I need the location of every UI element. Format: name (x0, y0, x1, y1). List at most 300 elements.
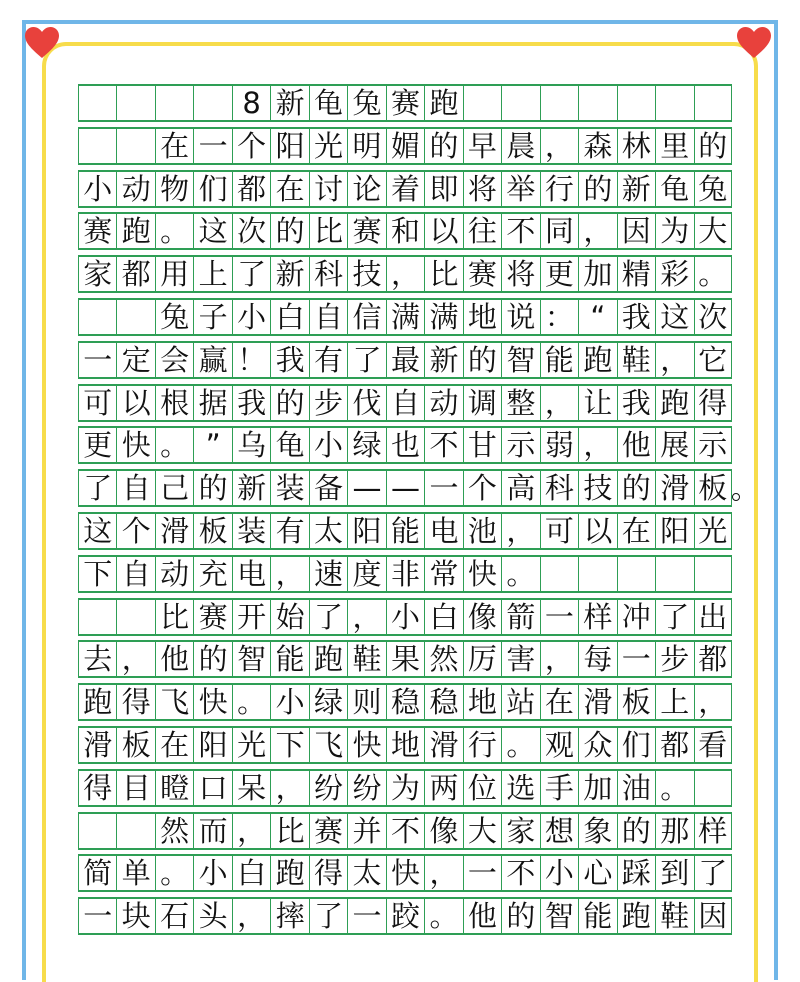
grid-cell: 板 (116, 728, 154, 762)
grid-cell: 到 (655, 856, 693, 890)
grid-cell: ， (232, 814, 270, 848)
grid-cell: 小 (540, 856, 578, 890)
grid-cell: 乌 (232, 428, 270, 462)
grid-cell: 大 (694, 214, 732, 248)
text-row (78, 512, 732, 550)
grid-cell: 科 (309, 257, 347, 291)
grid-cell: 赛 (78, 214, 116, 248)
grid-cell: 举 (501, 172, 539, 206)
grid-cell: 动 (155, 557, 193, 591)
grid-cell: 在 (270, 172, 308, 206)
grid-cell: 板 (694, 471, 732, 505)
grid-cell (694, 557, 732, 591)
grid-cell: 林 (617, 129, 655, 163)
grid-cell: 看 (694, 728, 732, 762)
grid-cell: 手 (540, 771, 578, 805)
grid-cell: 鞋 (347, 642, 385, 676)
grid-cell (116, 86, 154, 120)
grid-cell: 讨 (309, 172, 347, 206)
grid-cell: 他 (617, 428, 655, 462)
grid-cell: 始 (270, 600, 308, 634)
grid-cell: 和 (386, 214, 424, 248)
grid-cell: 石 (155, 899, 193, 933)
grid-cell: 的 (270, 386, 308, 420)
grid-cell: 龟 (655, 172, 693, 206)
grid-cell: 。 (155, 856, 193, 890)
grid-cell: 观 (540, 728, 578, 762)
grid-cell: 白 (424, 600, 462, 634)
grid-cell: 果 (386, 642, 424, 676)
grid-cell: 用 (155, 257, 193, 291)
grid-cell (655, 86, 693, 120)
grid-cell: 得 (116, 685, 154, 719)
text-row (78, 384, 732, 422)
grid-cell: 在 (155, 728, 193, 762)
grid-cell: 里 (655, 129, 693, 163)
grid-cell: 有 (309, 343, 347, 377)
grid-cell: ， (578, 214, 616, 248)
grid-cell: ， (501, 514, 539, 548)
grid-cell (617, 557, 655, 591)
grid-cell: 行 (540, 172, 578, 206)
grid-cell: 自 (116, 557, 154, 591)
grid-cell: 白 (270, 300, 308, 334)
grid-cell: 技 (347, 257, 385, 291)
grid-cell: 去 (78, 642, 116, 676)
grid-cell: 并 (347, 814, 385, 848)
grid-cell: 都 (655, 728, 693, 762)
grid-cell: 鞋 (617, 343, 655, 377)
grid-cell: 即 (424, 172, 462, 206)
grid-cell: 能 (540, 343, 578, 377)
grid-cell: 家 (78, 257, 116, 291)
grid-cell: 的 (193, 471, 231, 505)
grid-cell: 兔 (694, 172, 732, 206)
grid-cell: 上 (193, 257, 231, 291)
grid-cell: 滑 (578, 685, 616, 719)
grid-cell: 子 (193, 300, 231, 334)
grid-cell: 科 (540, 471, 578, 505)
grid-cell: 鞋 (655, 899, 693, 933)
grid-cell: 自 (116, 471, 154, 505)
grid-cell: 了 (694, 856, 732, 890)
grid-cell: 跑 (270, 856, 308, 890)
grid-cell: 们 (193, 172, 231, 206)
grid-cell: 一 (617, 642, 655, 676)
grid-cell: 跑 (424, 86, 462, 120)
grid-cell: 滑 (424, 728, 462, 762)
grid-cell: 了 (232, 257, 270, 291)
grid-cell: 能 (386, 514, 424, 548)
grid-cell: 滑 (655, 471, 693, 505)
grid-cell: 信 (347, 300, 385, 334)
grid-cell: 上 (655, 685, 693, 719)
grid-cell: 充 (193, 557, 231, 591)
grid-cell: 白 (232, 856, 270, 890)
grid-cell: “ (578, 300, 616, 334)
grid-cell: 在 (617, 514, 655, 548)
grid-cell: 。 (655, 771, 693, 805)
grid-cell: 地 (386, 728, 424, 762)
grid-cell: 单 (116, 856, 154, 890)
grid-cell: 在 (540, 685, 578, 719)
grid-cell: 一 (347, 899, 385, 933)
grid-cell: 我 (232, 386, 270, 420)
grid-cell: 都 (116, 257, 154, 291)
grid-cell: 瞪 (155, 771, 193, 805)
grid-cell (155, 86, 193, 120)
grid-cell (116, 300, 154, 334)
grid-cell: 滑 (78, 728, 116, 762)
grid-cell: ， (232, 899, 270, 933)
grid-cell: 的 (501, 899, 539, 933)
grid-cell: 阳 (655, 514, 693, 548)
grid-cell (617, 86, 655, 120)
grid-cell: 个 (232, 129, 270, 163)
grid-cell: 的 (463, 343, 501, 377)
grid-cell: 赛 (347, 214, 385, 248)
grid-cell: 一 (78, 899, 116, 933)
grid-cell: 精 (617, 257, 655, 291)
grid-cell: 这 (78, 514, 116, 548)
text-row (78, 555, 732, 593)
grid-cell: 比 (309, 214, 347, 248)
grid-cell: 着 (386, 172, 424, 206)
grid-cell: 高 (501, 471, 539, 505)
grid-cell (578, 557, 616, 591)
heart-icon (736, 26, 772, 60)
grid-cell: 快 (386, 856, 424, 890)
grid-cell: 而 (193, 814, 231, 848)
grid-cell: 摔 (270, 899, 308, 933)
grid-cell: 跑 (309, 642, 347, 676)
text-row (78, 769, 732, 807)
grid-cell (540, 557, 578, 591)
text-row (78, 426, 732, 464)
grid-cell: 小 (78, 172, 116, 206)
grid-cell: 了 (655, 600, 693, 634)
grid-cell: 它 (694, 343, 732, 377)
grid-cell: 稳 (386, 685, 424, 719)
grid-cell: 我 (270, 343, 308, 377)
grid-cell (501, 86, 539, 120)
grid-cell: ， (424, 856, 462, 890)
grid-cell: 地 (463, 685, 501, 719)
grid-cell: 了 (78, 471, 116, 505)
grid-cell: 自 (386, 386, 424, 420)
grid-cell: 。 (232, 685, 270, 719)
grid-cell: 。 (424, 899, 462, 933)
grid-cell: 样 (578, 600, 616, 634)
grid-cell (540, 86, 578, 120)
grid-cell: 赛 (309, 814, 347, 848)
grid-cell: 口 (193, 771, 231, 805)
grid-cell: 一 (463, 856, 501, 890)
grid-cell: 加 (578, 257, 616, 291)
grid-cell: ， (270, 771, 308, 805)
grid-cell: 弱 (540, 428, 578, 462)
grid-cell: 都 (694, 642, 732, 676)
grid-cell: 。 (501, 728, 539, 762)
grid-cell: 也 (386, 428, 424, 462)
grid-cell: 调 (463, 386, 501, 420)
grid-cell: 示 (501, 428, 539, 462)
grid-cell: 次 (232, 214, 270, 248)
grid-cell: 一 (540, 600, 578, 634)
grid-cell: 像 (424, 814, 462, 848)
grid-cell: 。 (155, 214, 193, 248)
grid-cell: 阳 (193, 728, 231, 762)
grid-cell: 定 (116, 343, 154, 377)
grid-cell: 明 (347, 129, 385, 163)
grid-cell: 快 (347, 728, 385, 762)
grid-cell: 赛 (463, 257, 501, 291)
grid-cell: ， (386, 257, 424, 291)
text-row (78, 598, 732, 636)
grid-cell: 整 (501, 386, 539, 420)
grid-cell: 8 (232, 86, 270, 120)
grid-cell: 让 (578, 386, 616, 420)
grid-cell: 稳 (424, 685, 462, 719)
grid-cell: 能 (578, 899, 616, 933)
grid-cell: 。 (501, 557, 539, 591)
grid-cell: 他 (155, 642, 193, 676)
grid-cell: 每 (578, 642, 616, 676)
grid-cell: 可 (78, 386, 116, 420)
grid-cell: 他 (463, 899, 501, 933)
grid-cell (694, 771, 732, 805)
grid-cell: 头 (193, 899, 231, 933)
grid-cell: 板 (193, 514, 231, 548)
grid-cell: 阳 (270, 129, 308, 163)
grid-cell: 厉 (463, 642, 501, 676)
grid-cell (78, 600, 116, 634)
grid-cell: 跤 (386, 899, 424, 933)
grid-cell: 位 (463, 771, 501, 805)
grid-cell: 滑 (155, 514, 193, 548)
grid-cell: 论 (347, 172, 385, 206)
grid-cell: 们 (617, 728, 655, 762)
grid-cell: ， (655, 343, 693, 377)
grid-cell: 能 (270, 642, 308, 676)
grid-cell: 家 (501, 814, 539, 848)
grid-cell: 更 (540, 257, 578, 291)
grid-cell: 站 (501, 685, 539, 719)
grid-cell: 的 (424, 129, 462, 163)
title-row (78, 84, 732, 122)
grid-cell: 然 (155, 814, 193, 848)
grid-cell: ， (116, 642, 154, 676)
grid-cell: 森 (578, 129, 616, 163)
grid-cell: 会 (155, 343, 193, 377)
grid-cell: 步 (655, 642, 693, 676)
grid-cell: 自 (309, 300, 347, 334)
grid-cell: 装 (232, 514, 270, 548)
grid-cell: 最 (386, 343, 424, 377)
grid-cell: 光 (232, 728, 270, 762)
text-row (78, 726, 732, 764)
grid-cell: 下 (78, 557, 116, 591)
stray-mark (732, 493, 740, 501)
grid-cell: 在 (155, 129, 193, 163)
grid-cell: 不 (501, 856, 539, 890)
grid-cell: 都 (232, 172, 270, 206)
grid-cell: 。 (155, 428, 193, 462)
grid-cell: 加 (578, 771, 616, 805)
grid-cell: 赛 (386, 86, 424, 120)
grid-cell: 池 (463, 514, 501, 548)
grid-cell: 说 (501, 300, 539, 334)
grid-cell: 晨 (501, 129, 539, 163)
grid-cell: 次 (694, 300, 732, 334)
heart-icon (24, 26, 60, 60)
grid-cell: 动 (424, 386, 462, 420)
grid-cell: 早 (463, 129, 501, 163)
grid-cell: 得 (694, 386, 732, 420)
grid-cell: 展 (655, 428, 693, 462)
grid-cell: 不 (501, 214, 539, 248)
grid-cell: 个 (463, 471, 501, 505)
grid-cell: 非 (386, 557, 424, 591)
grid-cell: 害 (501, 642, 539, 676)
grid-cell: 跑 (578, 343, 616, 377)
grid-cell: 简 (78, 856, 116, 890)
grid-cell: ， (270, 557, 308, 591)
grid-cell: 光 (694, 514, 732, 548)
grid-cell: 的 (617, 814, 655, 848)
grid-cell: 满 (386, 300, 424, 334)
grid-cell: 以 (424, 214, 462, 248)
text-row (78, 683, 732, 721)
grid-cell: 兔 (347, 86, 385, 120)
grid-cell: 电 (424, 514, 462, 548)
grid-cell: 象 (578, 814, 616, 848)
grid-cell: 得 (78, 771, 116, 805)
grid-cell: 龟 (270, 428, 308, 462)
grid-cell: 小 (386, 600, 424, 634)
grid-cell: 往 (463, 214, 501, 248)
grid-cell: 更 (78, 428, 116, 462)
grid-cell: 装 (270, 471, 308, 505)
grid-cell: 一 (78, 343, 116, 377)
grid-cell: 踩 (617, 856, 655, 890)
grid-cell: 据 (193, 386, 231, 420)
grid-cell: 板 (617, 685, 655, 719)
grid-cell: ， (540, 386, 578, 420)
grid-cell (78, 129, 116, 163)
grid-cell: 为 (655, 214, 693, 248)
grid-cell: 不 (386, 814, 424, 848)
grid-cell: 跑 (116, 214, 154, 248)
grid-cell: 飞 (155, 685, 193, 719)
grid-cell: ， (540, 129, 578, 163)
grid-cell: 箭 (501, 600, 539, 634)
grid-cell: 因 (617, 214, 655, 248)
text-row (78, 640, 732, 678)
grid-cell: 像 (463, 600, 501, 634)
grid-cell: 光 (309, 129, 347, 163)
text-row (78, 212, 732, 250)
grid-cell: 常 (424, 557, 462, 591)
grid-cell: ” (193, 428, 231, 462)
grid-cell: 智 (540, 899, 578, 933)
grid-cell: 一 (193, 129, 231, 163)
grid-cell: 新 (617, 172, 655, 206)
grid-cell: 目 (116, 771, 154, 805)
grid-cell: 了 (347, 343, 385, 377)
grid-cell (655, 557, 693, 591)
grid-cell: 一 (424, 471, 462, 505)
text-row (78, 255, 732, 293)
grid-cell: 新 (232, 471, 270, 505)
grid-cell: 的 (270, 214, 308, 248)
grid-cell (463, 86, 501, 120)
grid-cell: 媚 (386, 129, 424, 163)
grid-cell: 小 (232, 300, 270, 334)
grid-cell: 赢 (193, 343, 231, 377)
grid-cell: 这 (655, 300, 693, 334)
grid-cell: ， (347, 600, 385, 634)
grid-cell: 新 (270, 257, 308, 291)
grid-cell: 赛 (193, 600, 231, 634)
grid-cell: 这 (193, 214, 231, 248)
grid-cell: 太 (309, 514, 347, 548)
grid-cell (116, 129, 154, 163)
grid-cell: 纷 (309, 771, 347, 805)
grid-cell: 快 (116, 428, 154, 462)
grid-cell: 动 (116, 172, 154, 206)
grid-cell: 物 (155, 172, 193, 206)
grid-cell: 以 (116, 386, 154, 420)
grid-cell: 跑 (655, 386, 693, 420)
grid-cell: 跑 (617, 899, 655, 933)
grid-cell: 众 (578, 728, 616, 762)
grid-cell: 彩 (655, 257, 693, 291)
grid-cell (78, 86, 116, 120)
grid-cell: 的 (694, 129, 732, 163)
grid-cell: 样 (694, 814, 732, 848)
grid-cell: 我 (617, 300, 655, 334)
grid-cell: 大 (463, 814, 501, 848)
grid-cell: 甘 (463, 428, 501, 462)
grid-cell: 小 (193, 856, 231, 890)
grid-cell: 有 (270, 514, 308, 548)
grid-cell: 的 (578, 172, 616, 206)
grid-cell: 小 (270, 685, 308, 719)
grid-cell: 了 (309, 600, 347, 634)
grid-cell: 的 (617, 471, 655, 505)
grid-cell: ！ (232, 343, 270, 377)
grid-cell: ， (540, 642, 578, 676)
grid-cell: 可 (540, 514, 578, 548)
grid-cell: 智 (501, 343, 539, 377)
grid-cell: 满 (424, 300, 462, 334)
grid-cell: 兔 (155, 300, 193, 334)
grid-cell: 备 (309, 471, 347, 505)
grid-cell: 根 (155, 386, 193, 420)
grid-cell: 示 (694, 428, 732, 462)
grid-cell: 冲 (617, 600, 655, 634)
grid-cell: 因 (694, 899, 732, 933)
grid-cell: 比 (424, 257, 462, 291)
grid-cell: 地 (463, 300, 501, 334)
grid-cell: 出 (694, 600, 732, 634)
grid-cell: — (347, 471, 385, 505)
text-row (78, 170, 732, 208)
grid-cell (78, 300, 116, 334)
grid-cell: 然 (424, 642, 462, 676)
grid-cell: 飞 (309, 728, 347, 762)
